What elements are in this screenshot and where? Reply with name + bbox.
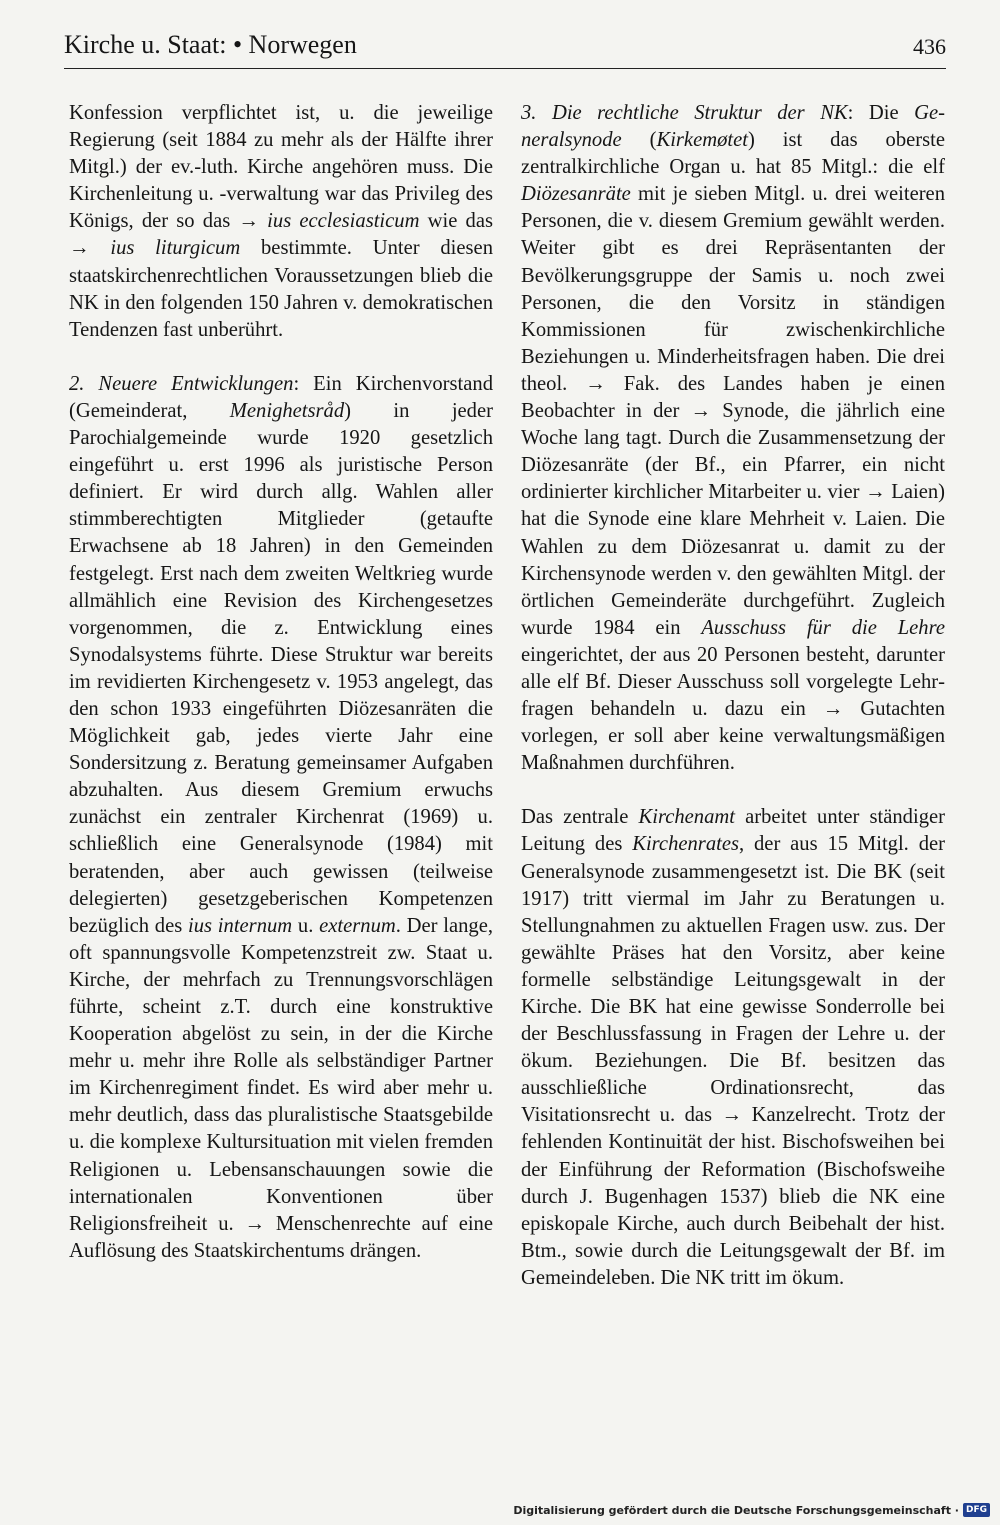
paragraph-1: Konfession verpflichtet ist, u. die jeweilige Regierung (seit 1884 zu mehr als der Hälfte ihrer Mitgl.) der ev.-luth. Kirche angehören muss. Die Kirchenleitung u. -verwaltung war das Privileg des Königs, der so das → ius ecclesiasticum wie das → ius liturgicum bestimmte. Unter diesen staatskirchenrechtlichen Voraussetzungen blieb die NK in den folgenden 150 Jahren v. demokratischen Tendenzen fast unberührt. (69, 102, 494, 341)
dfg-logo: DFG (963, 1503, 990, 1517)
paragraph-3: 3. Die rechtliche Struktur der NK: Die Generalsynode (Kirkemøtet) ist das oberste zentralkirchliche Organ u. hat 85 Mitgl.: die elf Diözesanräte mit je sieben Mitgl. u. drei weiteren Personen, die v. diesem Gremium gewählt werden. Weiter gibt es drei Repräsentanten der Bevölkerungsgruppe der Samis u. noch zwei Personen, die den Vorsitz in ständigen Kommissionen für zwischenkirchliche Beziehungen u. Minderheitsfragen haben. Die drei theol. → Fak. des Landes haben je einen Beobachter in der → Synode, die jährlich eine Woche lang tagt. Durch die Zusammensetzung der Diözesanräte (der Bf., ein Pfarrer, ein nicht ordinierter kirchlicher Mitarbeiter u. vier → Laien) hat die Synode eine klare Mehrheit v. Laien. Die Wahlen zu dem Diözesanrat u. damit zu der Kirchensynode werden v. den gewählten Mitgl. der örtlichen Gemeinderäte durchgeführt. Zugleich wurde 1984 ein Ausschuss für die Lehre eingerichtet, der aus 20 Personen besteht, darunter alle elf Bf. Dieser Ausschuss soll vorgelegte Lehrfragen behandeln u. dazu ein → Gutachten vorlegen, er soll aber keine verwaltungsmäßigen Maßnahmen durchführen. (521, 102, 945, 775)
page-number: 436 (913, 34, 946, 59)
running-head: Kirche u. Staat: • Norwegen (64, 30, 357, 59)
page-header (64, 28, 946, 69)
section-heading: 2. Neuere Entwicklungen (69, 372, 294, 395)
right-column (521, 100, 945, 1292)
left-column (69, 100, 493, 1265)
paragraph-2: 2. Neuere Entwicklungen: Ein Kirchenvorstand (Gemeinderat, Menighetsråd) in jeder Parochialgemeinde wurde 1920 gesetzlich eingeführt u. erst 1996 als juristische Person definiert. Er wird durch allg. Wahlen aller stimmberechtigten Mitglieder (getaufte Erwachsene ab 18 Jahren) in den Gemeinden festgelegt. Erst nach dem zweiten Weltkrieg wurde allmählich eine Revision des Kirchengesetzes vorgenommen, die z. Entwicklung eines Synodalsystems führte. Diese Struktur war bereits im revidierten Kirchengesetz v. 1953 angelegt, das den schon 1933 eingeführten Diözesanräten die Möglichkeit gab, jedes vierte Jahr eine Sondersitzung z. Beratung gemeinsamer Aufgaben abzuhalten. Aus diesem Gremium erwuchs zunächst ein zentraler Kirchenrat (1969) u. schließlich eine Generalsynode (1984) mit beratenden, aber auch gewissen (teilweise delegierten) gesetzgeberischen Kompetenzen bezüglich des ius internum u. externum. Der lange, oft spannungsvolle Kompetenzstreit zw. Staat u. Kirche, der mehrfach zu Trennungsvorschlägen führte, scheint z.T. durch eine konstruktive Kooperation abgelöst zu sein, in der die Kirche mehr u. mehr ihre Rolle als selbständiger Partner im Kirchenregiment findet. Es wird aber mehr u. mehr deutlich, dass das pluralistische Staatsgebilde u. die komplexe Kultursituation mit vielen fremden Religionen u. Lebensanschauungen sowie die internationalen Konventionen über Religionsfreiheit u. → Menschenrechte auf eine Auflösung des Staatskirchentums drängen. (69, 372, 494, 1262)
paragraph-4: Das zentrale Kirchenamt arbeitet unter ständiger Leitung des Kirchenrates, der aus 15 Mitgl. der Generalsynode zusammengesetzt ist. Die BK (seit 1917) tritt viermal im Jahr zu Beratungen u. Stellungnahmen zu aktuellen Fragen usw. zus. Der gewählte Präses hat den Vorsitz, aber keine formelle selbständige Leitungsgewalt in der Kirche. Die BK hat eine gewisse Sonderrolle bei der Beschlussfassung in Fragen der Lehre u. der ökum. Beziehungen. Die Bf. besitzen das ausschließliche Ordinationsrecht, das Visitationsrecht u. das → Kanzelrecht. Trotz der fehlenden Kontinuität der hist. Bischofsweihen bei der Einführung der Reformation (Bischofsweihe durch J. Bugenhagen 1537) blieb die NK eine episkopale Kirche, auch durch Beibehalt der hist. Btm., sowie durch die Leitungsgewalt der Bf. im Gemeindeleben. Die NK tritt im ökum. (521, 806, 945, 1289)
footer-text: Digitalisierung gefördert durch die Deutsche Forschungsgemeinschaft · (513, 1503, 959, 1517)
footer (513, 1503, 990, 1517)
section-heading: 3. Die rechtliche Struktur der NK (521, 102, 848, 124)
